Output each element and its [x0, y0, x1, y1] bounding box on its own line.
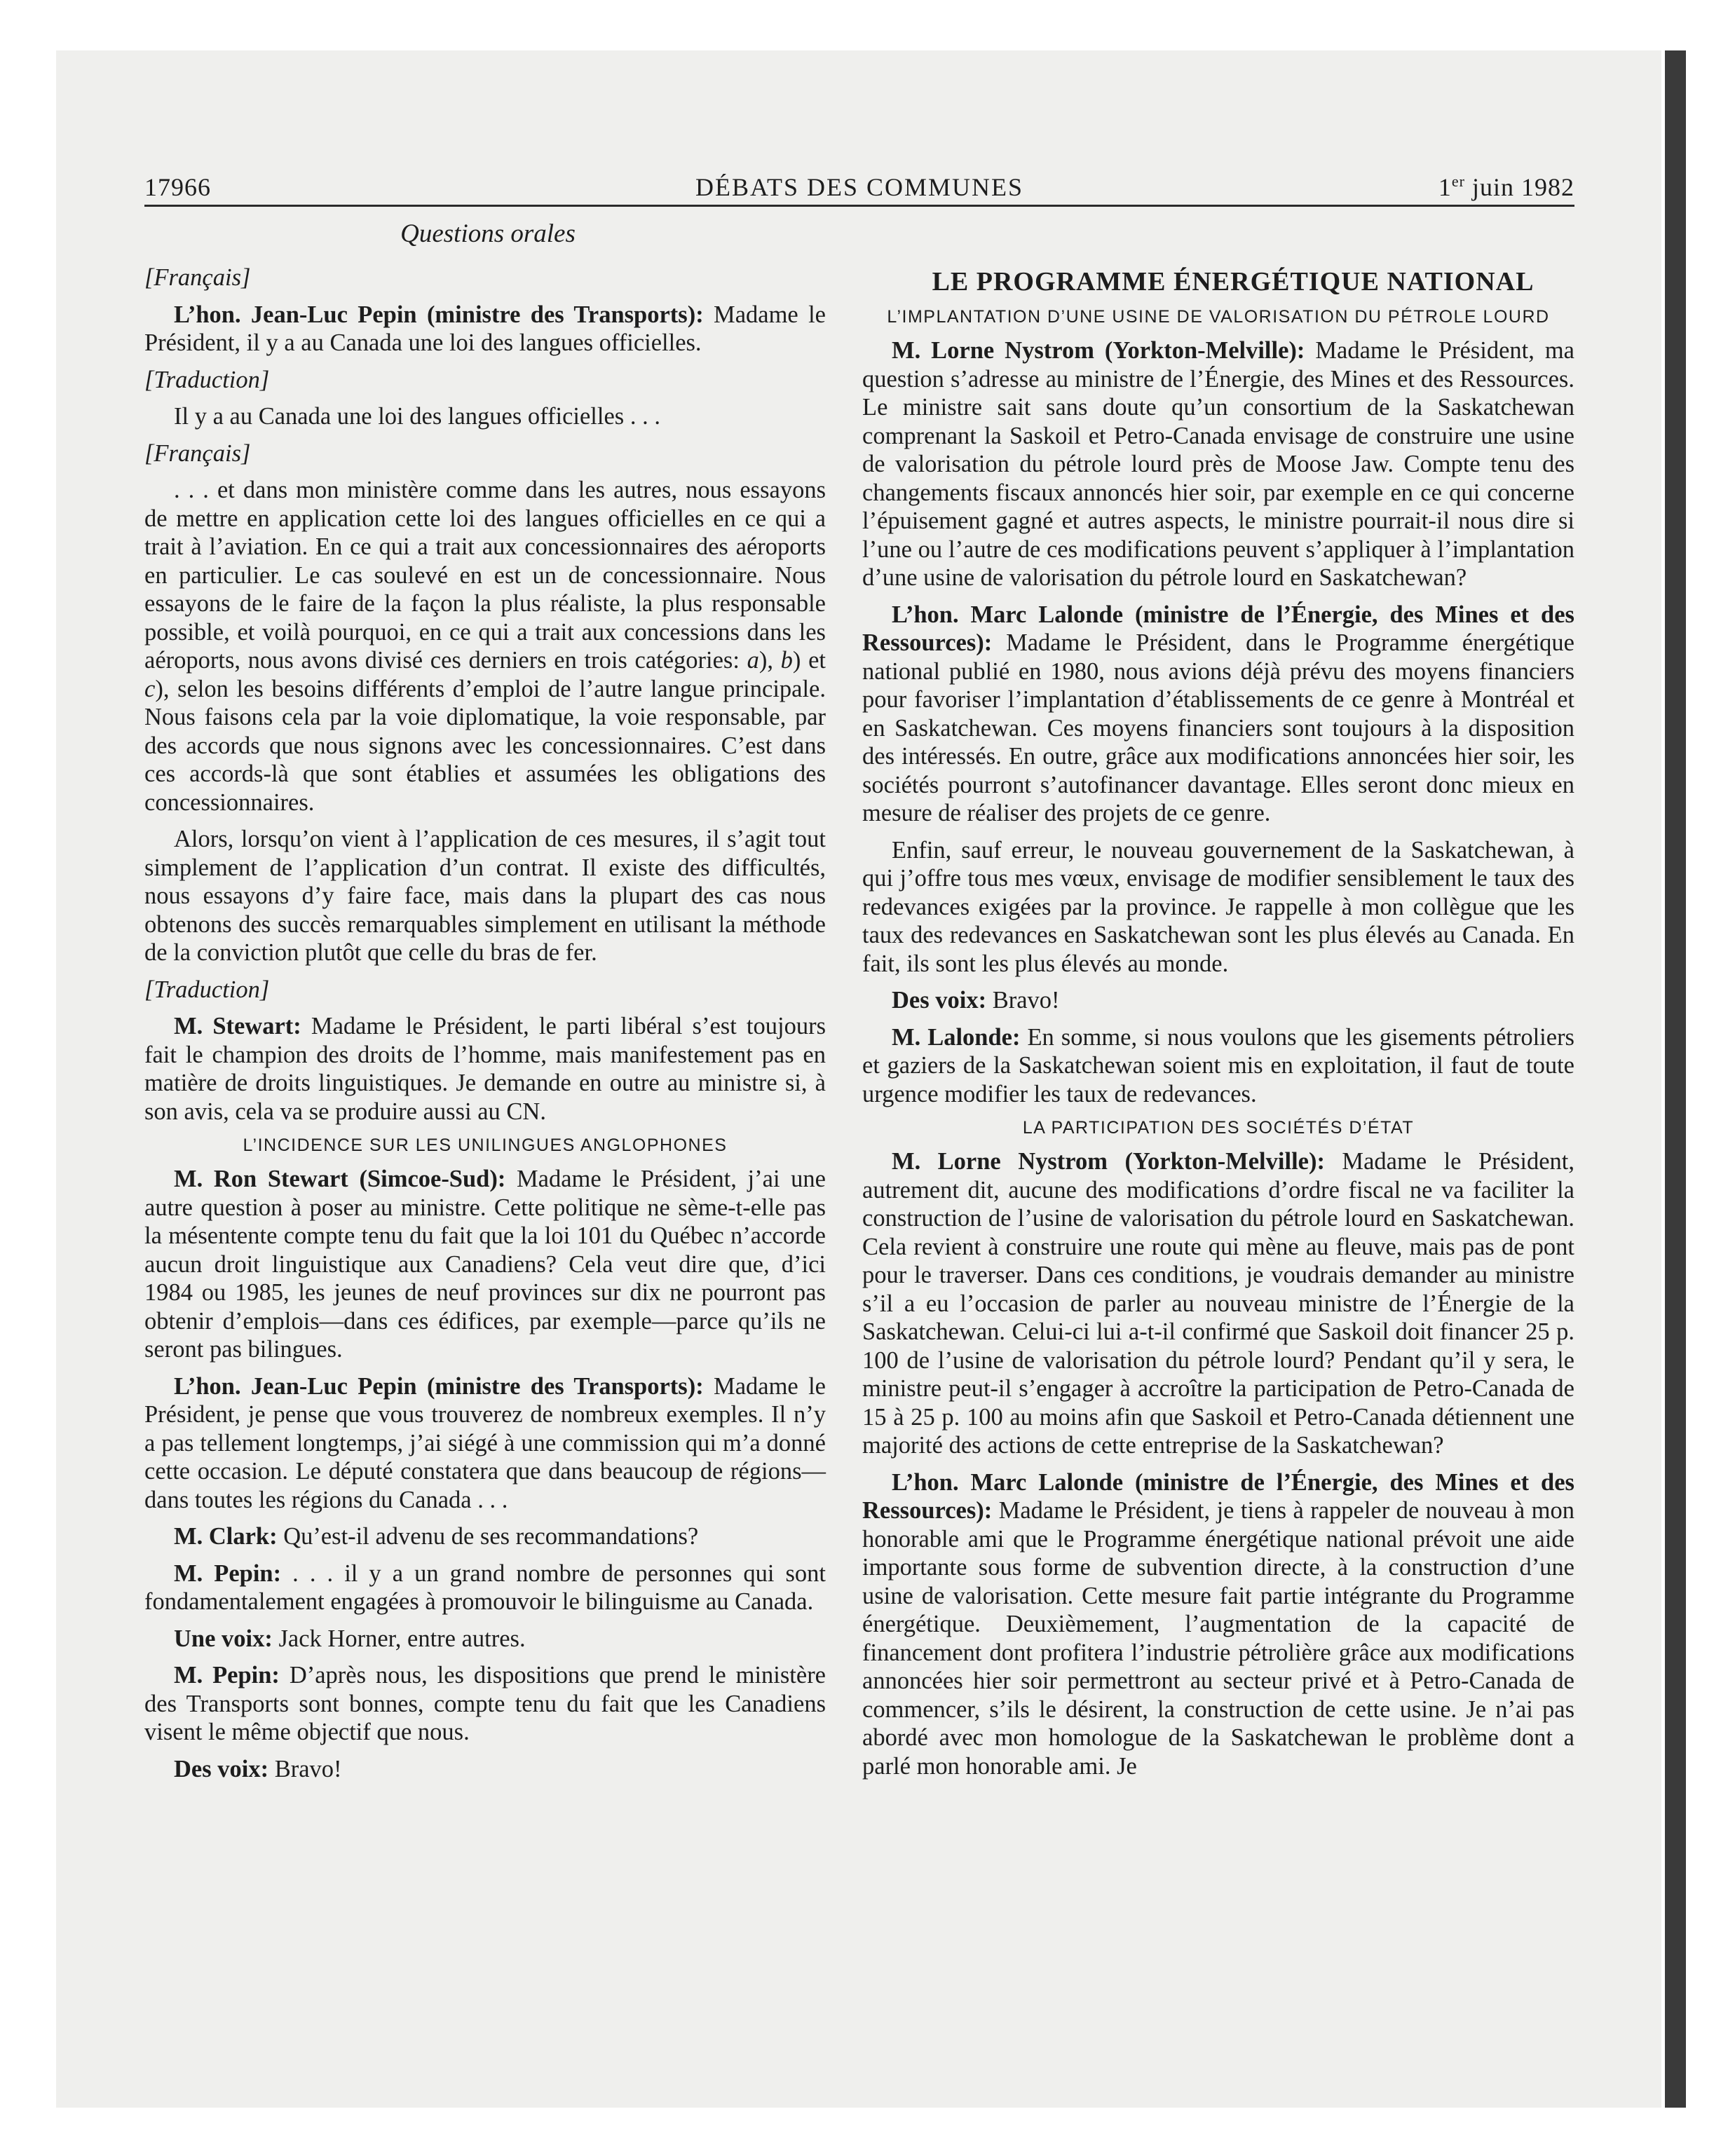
- paragraph: L’hon. Jean-Luc Pepin (ministre des Transports): Madame le Président, je pense que vous trouverez de nombreux exemples. Il n’y a pas tellement longtemps, j’ai siégé à une commission qui m’a donné cette occasion. Le député constatera que dans beaucoup de régions—dans toutes les régions du Canada . . .: [144, 1372, 826, 1513]
- publication-date: 1er juin 1982: [1438, 172, 1574, 201]
- paragraph: Des voix: Bravo!: [174, 1755, 342, 1782]
- paragraph: M. Lorne Nystrom (Yorkton-Melville): Madame le Président, ma question s’adresse au ministre de l’Énergie, des Mines et des Ressources. Le ministre sait sans doute qu’un consortium de la Saskatchewan comprenant la Saskoil et Petro-Canada envisage de construire une usine de valorisation du pétrole lourd près de Moose Jaw. Compte tenu des changements fiscaux annoncés hier soir, par exemple en ce qui concerne l’épuisement gagné et autres aspects, le ministre pourrait-il nous dire si l’une ou l’autre de ces modifications peuvent s’appliquer à l’implantation d’une usine de valorisation du pétrole lourd en Saskatchewan?: [862, 337, 1574, 591]
- language-tag: [Français]: [144, 264, 251, 291]
- paragraph: Des voix: Bravo!: [892, 987, 1060, 1014]
- paragraph: M. Lorne Nystrom (Yorkton-Melville): Madame le Président, autrement dit, aucune des modifications d’ordre fiscal ne va faciliter la construction de l’usine de valorisation du pétrole lourd en Saskatchewan. Cela revient à construire une route qui mène au fleuve, mais pas de pont pour le traverser. Dans ces conditions, je voudrais demander au ministre s’il a eu l’occasion de parler au nouveau ministre de l’Énergie de la Saskatchewan. Celui-ci lui a-t-il confirmé que Saskoil doit financer 25 p. 100 de l’usine de valorisation du pétrole lourd? Pendant qu’il y sera, le ministre peut-il s’engager à accroître la participation de Petro-Canada de 15 à 25 p. 100 au moins afin que Saskoil et Petro-Canada détiennent une majorité des actions de cette entreprise de la Saskatchewan?: [862, 1148, 1574, 1459]
- paragraph: M. Pepin: . . . il y a un grand nombre de personnes qui sont fondamentalement engagées à promouvoir le bilinguisme au Canada.: [144, 1560, 826, 1615]
- publication-title: DÉBATS DES COMMUNES: [695, 173, 1024, 201]
- running-header: [144, 172, 1574, 205]
- subheading: L’INCIDENCE SUR LES UNILINGUES ANGLOPHONES: [243, 1135, 728, 1155]
- paragraph: Alors, lorsqu’on vient à l’application de ces mesures, il s’agit tout simplement de l’application d’un contrat. Il existe des difficultés, nous essayons d’y faire face, mais dans la plupart des cas nous obtenons des succès remarquables simplement en utilisant la méthode de la conviction plutôt que celle du bras de fer.: [144, 826, 826, 966]
- page-number: 17966: [144, 173, 211, 201]
- speaker-name: M. Lorne Nystrom (Yorkton-Melville):: [892, 1148, 1325, 1175]
- section-heading: LE PROGRAMME ÉNERGÉTIQUE NATIONAL: [932, 267, 1535, 296]
- speaker-name: M. Stewart:: [174, 1013, 301, 1039]
- section-label: Questions orales: [400, 219, 576, 248]
- right-column: [862, 266, 1574, 1789]
- subheading: LA PARTICIPATION DES SOCIÉTÉS D’ÉTAT: [1022, 1118, 1415, 1138]
- paragraph: M. Stewart: Madame le Président, le parti libéral s’est toujours fait le champion des droits de l’homme, mais manifestement pas en matière de droits linguistiques. Je demande en outre au ministre si, à son avis, cela va se produire aussi au CN.: [144, 1013, 826, 1125]
- header-rule: [144, 205, 1574, 207]
- speaker-name: M. Clark:: [174, 1523, 278, 1550]
- language-tag: [Traduction]: [144, 976, 270, 1003]
- speaker-name: L’hon. Jean-Luc Pepin (ministre des Transports):: [174, 1372, 704, 1400]
- paragraph: Une voix: Jack Horner, entre autres.: [174, 1625, 526, 1652]
- speaker-name: Des voix:: [892, 987, 987, 1014]
- subheading: L’IMPLANTATION D’UNE USINE DE VALORISATION DU PÉTROLE LOURD: [887, 307, 1550, 327]
- paragraph: M. Ron Stewart (Simcoe-Sud): Madame le Président, j’ai une autre question à poser au ministre. Cette politique ne sème-t-elle pas la mésentente compte tenu du fait que la loi 101 du Québec n’accorde aucun droit linguistique aux Canadiens? Cela veut dire que, d’ici 1984 ou 1985, les jeunes de neuf provinces sur dix ne pourront pas obtenir d’emplois—dans ces édifices, par exemple—parce qu’ils ne seront pas bilingues.: [144, 1166, 826, 1363]
- left-column: [144, 264, 826, 1792]
- paragraph: M. Clark: Qu’est-il advenu de ses recommandations?: [174, 1523, 699, 1550]
- speaker-name: L’hon. Jean-Luc Pepin (ministre des Transports):: [174, 301, 704, 328]
- paragraph: L’hon. Jean-Luc Pepin (ministre des Transports): Madame le Président, il y a au Canada une loi des langues officielles.: [144, 301, 826, 356]
- paragraph: L’hon. Marc Lalonde (ministre de l’Énergie, des Mines et des Ressources): Madame le Président, dans le Programme énergétique national publié en 1980, nous avions déjà prévu des moyens financiers pour favoriser l’implantation d’établissements de ce genre à Montréal et en Saskatchewan. Ces moyens financiers sont toujours à la disposition des intéressés. En outre, grâce aux modifications annoncées hier soir, les sociétés pourront s’autofinancer davantage. Elles seront donc mieux en mesure de réaliser des projets de ce genre.: [862, 601, 1574, 826]
- paragraph: M. Lalonde: En somme, si nous voulons que les gisements pétroliers et gaziers de la Saskatchewan soient mis en exploitation, il faut de toute urgence modifier les taux de redevances.: [862, 1023, 1574, 1107]
- language-tag: [Français]: [144, 439, 251, 467]
- paragraph: L’hon. Marc Lalonde (ministre de l’Énergie, des Mines et des Ressources): Madame le Président, je tiens à rappeler de nouveau à mon honorable ami que le Programme énergétique national prévoit une aide importante sous forme de subvention directe, à la construction d’une usine de valorisation. Cette mesure fait partie intégrante du Programme énergétique. Deuxièmement, l’augmentation de la capacité de financement dont profitera l’industrie pétrolière grâce aux modifications annoncées hier soir permettront au secteur privé et à Petro-Canada de commencer, s’ils le désirent, la construction de cette usine. Je n’ai pas abordé avec mon homologue de la Saskatchewan le problème dont a parlé mon honorable ami. Je: [862, 1468, 1574, 1780]
- language-tag: [Traduction]: [144, 366, 270, 393]
- paragraph: Il y a au Canada une loi des langues officielles . . .: [174, 403, 660, 430]
- speaker-name: M. Lalonde:: [892, 1023, 1021, 1051]
- speaker-name: Des voix:: [174, 1755, 269, 1782]
- paragraph: M. Pepin: D’après nous, les dispositions que prend le ministère des Transports sont bonnes, compte tenu du fait que les Canadiens visent le même objectif que nous.: [144, 1662, 826, 1745]
- speaker-name: M. Lorne Nystrom (Yorkton-Melville):: [892, 337, 1305, 364]
- speaker-name: M. Ron Stewart (Simcoe-Sud):: [174, 1166, 506, 1192]
- scan-binding-edge: [1665, 50, 1686, 2108]
- paragraph: . . . et dans mon ministère comme dans les autres, nous essayons de mettre en application cette loi des langues officielles en ce qui a trait à l’aviation. En ce qui a trait aux concessionnaires des aéroports en particulier. Le cas soulevé en est un de concessionnaire. Nous essayons de le faire de la façon la plus réaliste, la plus responsable possible, et voilà pourquoi, en ce qui a trait aux concessions dans les aéroports, nous avons divisé ces derniers en trois catégories: a), b) et c), selon les besoins différents d’emploi de l’autre langue principale. Nous faisons cela par la voie diplomatique, la voie responsable, par des accords que nous signons avec les concessionnaires. C’est dans ces accords-là que sont établies et assumées les obligations des concessionnaires.: [144, 477, 826, 816]
- speaker-name: L’hon. Marc Lalonde (ministre de l’Énergie, des Mines et des Ressources):: [862, 601, 1574, 656]
- paragraph: Enfin, sauf erreur, le nouveau gouvernement de la Saskatchewan, à qui j’offre tous mes vœux, envisage de modifier sensiblement le taux des redevances exigées par la province. Je rappelle à mon collègue que les taux des redevances en Saskatchewan sont les plus élevés au Canada. En fait, ils sont les plus élevés au monde.: [862, 836, 1574, 977]
- speaker-name: M. Pepin:: [174, 1560, 282, 1587]
- speaker-name: M. Pepin:: [174, 1662, 280, 1688]
- speaker-name: Une voix:: [174, 1625, 273, 1652]
- speaker-name: L’hon. Marc Lalonde (ministre de l’Énergie, des Mines et des Ressources):: [862, 1468, 1574, 1524]
